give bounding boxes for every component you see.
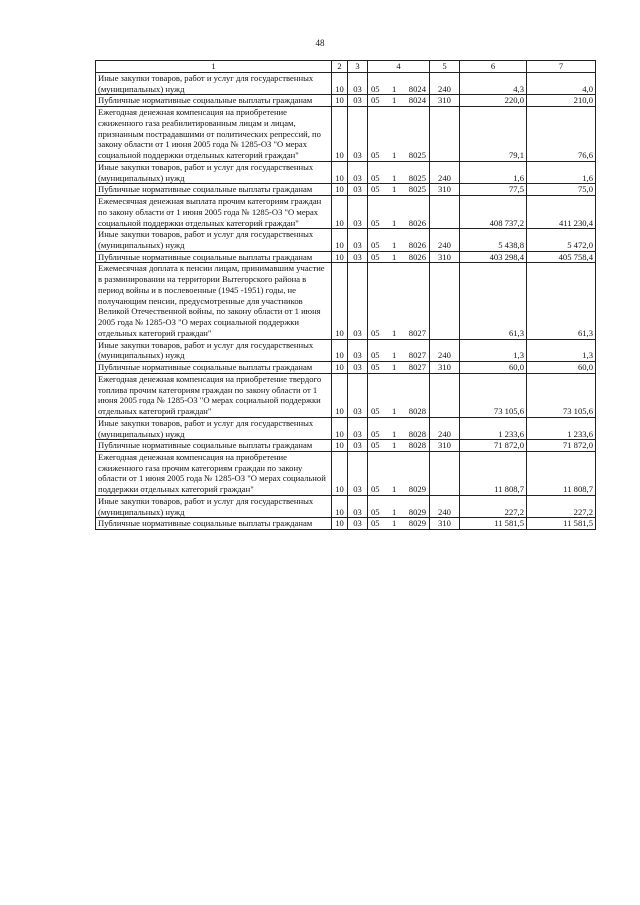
row-subsection: 03 [348,417,368,439]
row-name: Иные закупки товаров, работ и услуг для государственных (муниципальных) нужд [96,495,332,517]
row-target-code [368,362,430,374]
row-amount-2: 1,3 [527,339,596,361]
row-expense-type: 240 [430,339,460,361]
row-subsection: 03 [348,373,368,417]
row-code-program: 05 [371,484,380,495]
row-target-code [368,95,430,107]
row-subsection: 03 [348,184,368,196]
row-subsection: 03 [348,73,368,95]
row-name: Иные закупки товаров, работ и услуг для государственных (муниципальных) нужд [96,229,332,251]
row-code-program: 05 [371,362,380,373]
row-expense-type [430,451,460,495]
table-row [96,229,596,251]
row-name: Иные закупки товаров, работ и услуг для государственных (муниципальных) нужд [96,339,332,361]
row-code-program: 05 [371,506,380,517]
table-row [96,495,596,517]
row-expense-type: 240 [430,73,460,95]
row-code-subprogram: 1 [392,150,397,161]
row-code-program: 05 [371,184,380,195]
row-amount-2: 73 105,6 [527,373,596,417]
row-code-direction: 8027 [408,350,426,361]
row-target-code [368,161,430,183]
table-row [96,440,596,452]
row-code-subprogram: 1 [392,484,397,495]
row-target-code [368,107,430,162]
row-section: 10 [332,95,348,107]
table-row [96,184,596,196]
row-amount-2: 11 808,7 [527,451,596,495]
header-col-1: 1 [96,61,332,73]
row-name: Ежемесячная денежная выплата прочим категориям граждан по закону области от 1 июня 2005 года № 1285-ОЗ "О мерах социальной поддержки отдельных категорий граждан" [96,196,332,229]
row-code-subprogram: 1 [392,518,397,529]
row-name: Публичные нормативные социальные выплаты гражданам [96,95,332,107]
table-row [96,339,596,361]
row-expense-type: 240 [430,229,460,251]
row-code-subprogram: 1 [392,327,397,338]
row-code-subprogram: 1 [392,83,397,94]
table-row [96,107,596,162]
row-code-direction: 8028 [408,440,426,451]
row-code-subprogram: 1 [392,217,397,228]
row-expense-type: 240 [430,161,460,183]
row-subsection: 03 [348,161,368,183]
row-code-program: 05 [371,95,380,106]
row-expense-type: 240 [430,417,460,439]
table-row [96,362,596,374]
table-row [96,417,596,439]
row-code-direction: 8027 [408,327,426,338]
row-subsection: 03 [348,518,368,530]
row-section: 10 [332,107,348,162]
row-amount-2: 11 581,5 [527,518,596,530]
row-code-program: 05 [371,251,380,262]
row-amount-1: 1 233,6 [460,417,527,439]
row-code-program: 05 [371,172,380,183]
header-col-4: 4 [368,61,430,73]
row-subsection: 03 [348,196,368,229]
row-amount-2: 71 872,0 [527,440,596,452]
row-target-code [368,440,430,452]
row-section: 10 [332,451,348,495]
row-name: Иные закупки товаров, работ и услуг для государственных (муниципальных) нужд [96,417,332,439]
row-code-subprogram: 1 [392,172,397,183]
row-code-direction: 8027 [408,362,426,373]
row-code-direction: 8026 [408,240,426,251]
row-amount-2: 75,0 [527,184,596,196]
row-code-program: 05 [371,217,380,228]
row-name: Иные закупки товаров, работ и услуг для государственных (муниципальных) нужд [96,73,332,95]
row-amount-2: 60,0 [527,362,596,374]
row-target-code [368,196,430,229]
row-subsection: 03 [348,362,368,374]
table-row [96,373,596,417]
row-section: 10 [332,417,348,439]
row-code-program: 05 [371,350,380,361]
row-code-program: 05 [371,440,380,451]
row-amount-1: 71 872,0 [460,440,527,452]
row-subsection: 03 [348,495,368,517]
row-subsection: 03 [348,440,368,452]
row-section: 10 [332,495,348,517]
row-amount-1: 227,2 [460,495,527,517]
row-expense-type: 310 [430,362,460,374]
row-code-program: 05 [371,406,380,417]
row-subsection: 03 [348,107,368,162]
row-section: 10 [332,339,348,361]
row-target-code [368,263,430,339]
row-target-code [368,339,430,361]
row-code-direction: 8025 [408,172,426,183]
row-name: Публичные нормативные социальные выплаты гражданам [96,251,332,263]
row-target-code [368,73,430,95]
row-target-code [368,229,430,251]
row-code-subprogram: 1 [392,428,397,439]
row-amount-1: 73 105,6 [460,373,527,417]
row-expense-type [430,196,460,229]
row-name: Ежегодная денежная компенсация на приобретение твердого топлива прочим категориям граждан по закону области от 1 июня 2005 года № 1285-ОЗ "О мерах социальной поддержки отдельных категорий граждан" [96,373,332,417]
row-code-direction: 8029 [408,484,426,495]
row-code-subprogram: 1 [392,406,397,417]
row-code-direction: 8024 [408,95,426,106]
row-amount-2: 4,0 [527,73,596,95]
row-name: Ежегодная денежная компенсация на приобретение сжиженного газа реабилитированным лицам и лицам, признанным пострадавшими от политических репрессий, по закону области от 1 июня 2005 года № 1285-ОЗ "О мерах социальной поддержки отдельных категорий граждан" [96,107,332,162]
row-subsection: 03 [348,263,368,339]
table-row [96,95,596,107]
row-section: 10 [332,196,348,229]
row-expense-type [430,107,460,162]
row-target-code [368,184,430,196]
row-amount-1: 5 438,8 [460,229,527,251]
row-expense-type [430,263,460,339]
row-amount-1: 4,3 [460,73,527,95]
table-body [96,73,596,530]
row-amount-1: 1,6 [460,161,527,183]
row-name: Публичные нормативные социальные выплаты гражданам [96,184,332,196]
row-code-direction: 8028 [408,406,426,417]
row-amount-1: 61,3 [460,263,527,339]
row-code-direction: 8029 [408,518,426,529]
row-code-program: 05 [371,428,380,439]
row-expense-type: 310 [430,251,460,263]
row-expense-type [430,373,460,417]
row-section: 10 [332,263,348,339]
row-amount-2: 76,6 [527,107,596,162]
row-code-direction: 8029 [408,506,426,517]
row-subsection: 03 [348,339,368,361]
header-col-3: 3 [348,61,368,73]
row-target-code [368,518,430,530]
row-expense-type: 310 [430,184,460,196]
row-amount-1: 77,5 [460,184,527,196]
row-code-program: 05 [371,150,380,161]
row-code-subprogram: 1 [392,506,397,517]
row-expense-type: 310 [430,518,460,530]
table-row [96,251,596,263]
row-expense-type: 240 [430,495,460,517]
row-target-code [368,251,430,263]
header-col-7: 7 [527,61,596,73]
row-code-direction: 8024 [408,83,426,94]
header-col-2: 2 [332,61,348,73]
header-row [96,61,596,73]
row-code-direction: 8026 [408,217,426,228]
row-code-subprogram: 1 [392,240,397,251]
row-amount-1: 11 808,7 [460,451,527,495]
row-name: Ежегодная денежная компенсация на приобретение сжиженного газа прочим категориям граждан по закону области от 1 июня 2005 года № 1285-ОЗ "О мерах социальной поддержки отдельных категорий граждан" [96,451,332,495]
row-code-direction: 8028 [408,428,426,439]
row-code-direction: 8026 [408,251,426,262]
row-section: 10 [332,229,348,251]
row-name: Иные закупки товаров, работ и услуг для государственных (муниципальных) нужд [96,161,332,183]
row-amount-1: 403 298,4 [460,251,527,263]
row-amount-2: 61,3 [527,263,596,339]
row-target-code [368,417,430,439]
row-section: 10 [332,518,348,530]
row-amount-1: 11 581,5 [460,518,527,530]
row-subsection: 03 [348,451,368,495]
header-col-5: 5 [430,61,460,73]
row-section: 10 [332,362,348,374]
row-amount-2: 411 230,4 [527,196,596,229]
row-amount-2: 405 758,4 [527,251,596,263]
row-code-program: 05 [371,327,380,338]
row-target-code [368,495,430,517]
row-amount-2: 210,0 [527,95,596,107]
row-code-subprogram: 1 [392,184,397,195]
row-subsection: 03 [348,229,368,251]
row-amount-1: 1,3 [460,339,527,361]
row-name: Ежемесячная доплата к пенсии лицам, принимавшим участие в разминировании на территории Вытегорского района в период войны и в послевоенные (1945 -1951) годы, не получающим пенсии, предусмотренные для участников Великой Отечественной войны, по закону области от 1 июня 2005 года № 1285-ОЗ "О мерах социальной поддержки отдельных категорий граждан" [96,263,332,339]
row-expense-type: 310 [430,95,460,107]
row-code-subprogram: 1 [392,440,397,451]
row-subsection: 03 [348,95,368,107]
row-section: 10 [332,184,348,196]
row-section: 10 [332,161,348,183]
table-row [96,161,596,183]
row-amount-2: 5 472,0 [527,229,596,251]
row-section: 10 [332,373,348,417]
row-code-program: 05 [371,83,380,94]
page-number: 48 [315,38,325,48]
table-row [96,196,596,229]
row-expense-type: 310 [430,440,460,452]
row-code-subprogram: 1 [392,362,397,373]
row-code-subprogram: 1 [392,350,397,361]
row-code-subprogram: 1 [392,95,397,106]
row-subsection: 03 [348,251,368,263]
row-amount-2: 1,6 [527,161,596,183]
table-row [96,263,596,339]
header-col-6: 6 [460,61,527,73]
budget-table [95,60,596,530]
table-row [96,451,596,495]
row-code-program: 05 [371,518,380,529]
row-target-code [368,451,430,495]
table-row [96,518,596,530]
row-code-direction: 8025 [408,184,426,195]
table-row [96,73,596,95]
row-section: 10 [332,251,348,263]
row-target-code [368,373,430,417]
row-amount-2: 1 233,6 [527,417,596,439]
row-amount-2: 227,2 [527,495,596,517]
row-name: Публичные нормативные социальные выплаты гражданам [96,518,332,530]
row-amount-1: 220,0 [460,95,527,107]
row-section: 10 [332,73,348,95]
row-amount-1: 408 737,2 [460,196,527,229]
row-code-direction: 8025 [408,150,426,161]
row-name: Публичные нормативные социальные выплаты гражданам [96,440,332,452]
row-code-subprogram: 1 [392,251,397,262]
row-code-program: 05 [371,240,380,251]
row-section: 10 [332,440,348,452]
row-amount-1: 79,1 [460,107,527,162]
row-name: Публичные нормативные социальные выплаты гражданам [96,362,332,374]
row-amount-1: 60,0 [460,362,527,374]
